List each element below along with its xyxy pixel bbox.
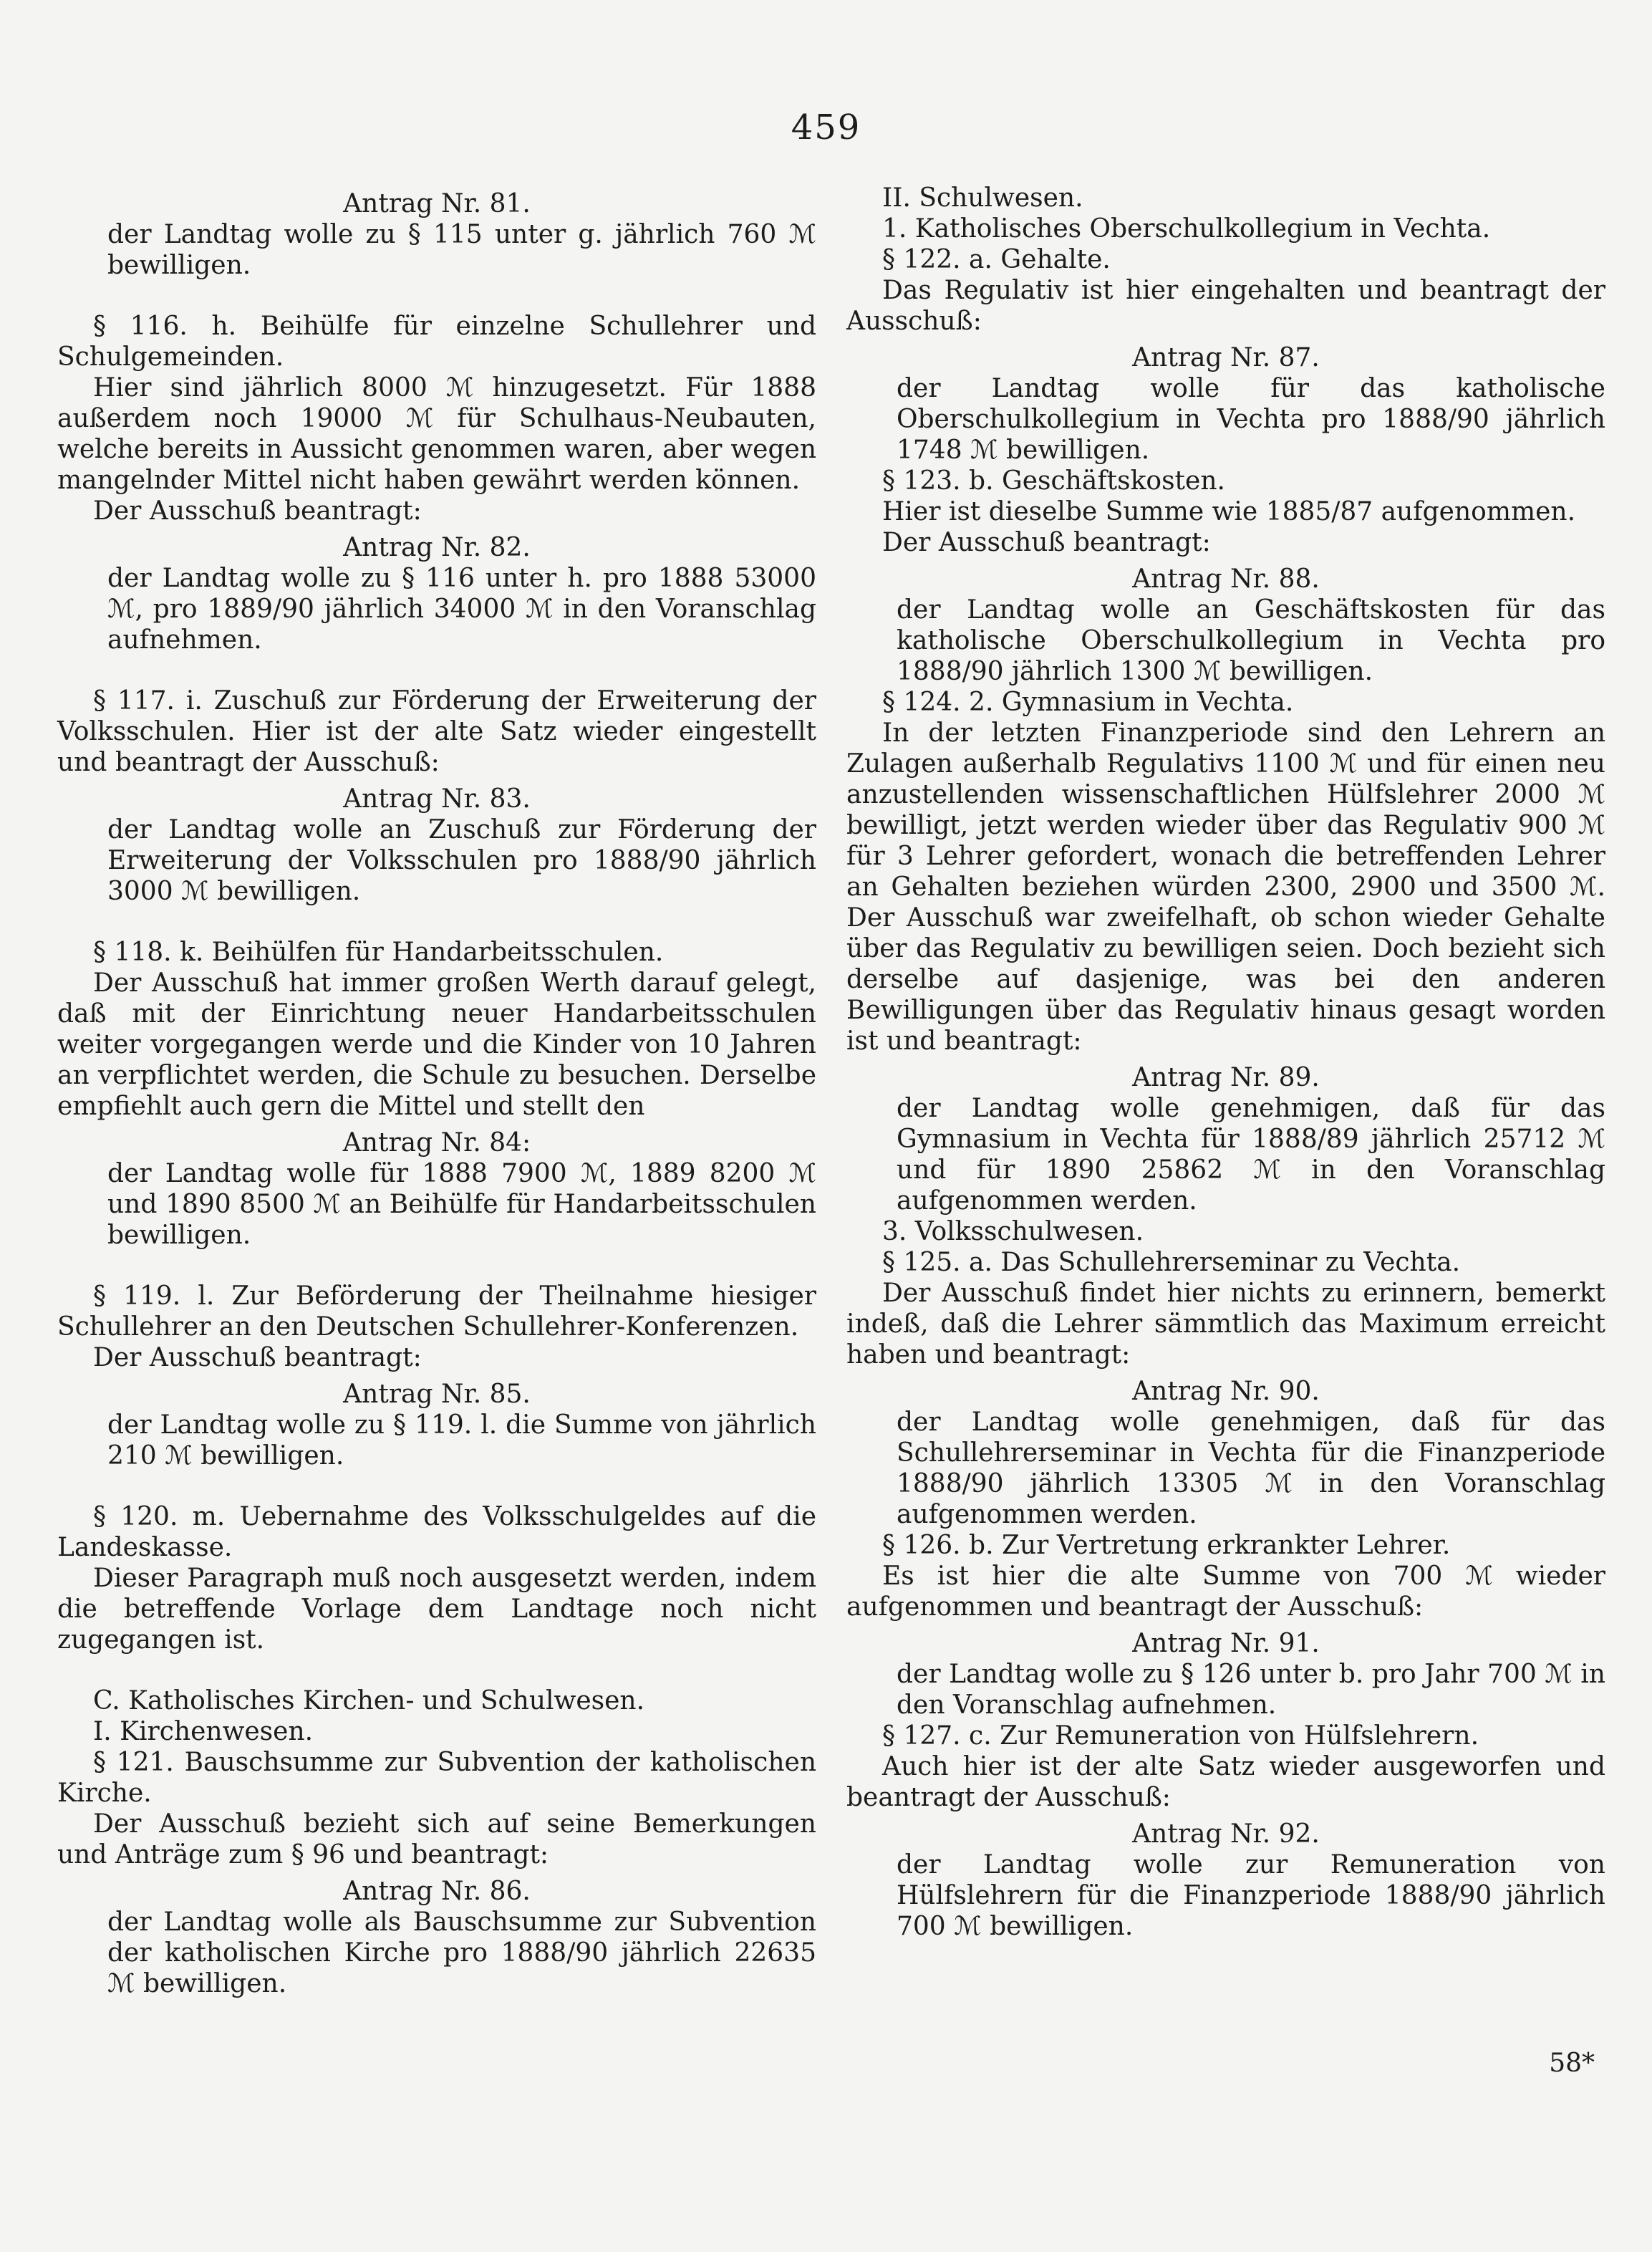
motion-title: Antrag Nr. 86. (343, 1877, 531, 1906)
section-heading: § 120. m. Uebernahme des Volksschulgeldes auf die Landeskasse. (57, 1502, 816, 1562)
section-heading: § 116. h. Beihülfe für einzelne Schullehrer und Schulgemeinden. (57, 312, 816, 372)
paragraph: Das Regulativ ist hier eingehalten und beantragt der Ausschuß: (846, 276, 1605, 336)
motion-text: der Landtag wolle genehmigen, daß für das Gymnasium in Vechta für 1888/89 jährlich 25712 ℳ und für 1890 25862 ℳ in den Voranschlag aufgenommen werden. (897, 1094, 1605, 1216)
section-heading: § 124. 2. Gymnasium in Vechta. (882, 688, 1294, 717)
motion-text: der Landtag wolle an Geschäftskosten für das katholische Oberschulkollegium in Vechta pro 1888/90 jährlich 1300 ℳ bewilligen. (897, 595, 1605, 686)
paragraph: Auch hier ist der alte Satz wieder ausgeworfen und beantragt der Ausschuß: (846, 1752, 1605, 1812)
chapter-heading: C. Katholisches Kirchen- und Schulwesen. (93, 1686, 645, 1716)
paragraph: Dieser Paragraph muß noch ausgesetzt werden, indem die betreffende Vorlage dem Landtage noch nicht zugegangen ist. (57, 1564, 816, 1655)
motion-text: der Landtag wolle zu § 126 unter b. pro Jahr 700 ℳ in den Voranschlag aufnehmen. (897, 1660, 1605, 1720)
motion-text: der Landtag wolle für 1888 7900 ℳ, 1889 8200 ℳ und 1890 8500 ℳ an Beihülfe für Handarbeitsschulen bewilligen. (107, 1159, 816, 1250)
motion-text: der Landtag wolle zu § 115 unter g. jährlich 760 ℳ bewilligen. (107, 220, 816, 280)
motion-title: Antrag Nr. 82. (343, 533, 531, 562)
paragraph: Der Ausschuß beantragt: (93, 1343, 422, 1372)
motion-title: Antrag Nr. 88. (1132, 564, 1320, 594)
motion-title: Antrag Nr. 90. (1132, 1377, 1320, 1406)
motion-title: Antrag Nr. 91. (1132, 1629, 1320, 1658)
section-heading: § 122. a. Gehalte. (882, 245, 1111, 274)
left-column (57, 183, 816, 1999)
paragraph: Es ist hier die alte Summe von 700 ℳ wieder aufgenommen und beantragt der Ausschuß: (846, 1562, 1605, 1622)
paragraph: Der Ausschuß findet hier nichts zu erinnern, bemerkt indeß, daß die Lehrer sämmtlich das Maximum erreicht haben und beantragt: (846, 1279, 1605, 1370)
motion-title: Antrag Nr. 83. (343, 784, 531, 814)
section-heading: § 118. k. Beihülfen für Handarbeitsschulen. (93, 938, 664, 967)
motion-text: der Landtag wolle zu § 119. l. die Summe von jährlich 210 ℳ bewilligen. (107, 1410, 816, 1471)
motion-title: Antrag Nr. 92. (1132, 1819, 1320, 1849)
motion-title: Antrag Nr. 81. (343, 189, 531, 218)
subchapter-heading: I. Kirchenwesen. (93, 1717, 314, 1746)
paragraph: Der Ausschuß hat immer großen Werth darauf gelegt, daß mit der Einrichtung neuer Handarbeitsschulen weiter vorgegangen werde und die Kinder von 10 Jahren an verpflichtet werden, die Schule zu besuchen. Derselbe empfiehlt auch gern die Mittel und stellt den (57, 968, 816, 1121)
paragraph: Der Ausschuß beantragt: (882, 528, 1211, 557)
paragraph: Der Ausschuß bezieht sich auf seine Bemerkungen und Anträge zum § 96 und beantragt: (57, 1809, 816, 1870)
paragraph: Hier sind jährlich 8000 ℳ hinzugesetzt. Für 1888 außerdem noch 19000 ℳ für Schulhaus-Neubauten, welche bereits in Aussicht genommen waren, aber wegen mangelnder Mittel nicht haben gewährt werden können. (57, 373, 816, 495)
motion-text: der Landtag wolle zu § 116 unter h. pro 1888 53000 ℳ, pro 1889/90 jährlich 34000 ℳ in den Voranschlag aufnehmen. (107, 564, 816, 655)
paragraph: In der letzten Finanzperiode sind den Lehrern an Zulagen außerhalb Regulativs 1100 ℳ und für einen neu anzustellenden wissenschaftlichen Hülfslehrer 2000 ℳ bewilligt, jetzt werden wieder über das Regulativ 900 ℳ für 3 Lehrer gefordert, wonach die betreffenden Lehrer an Gehalten beziehen würden 2300, 2900 und 3500 ℳ. Der Ausschuß war zweifelhaft, ob schon wieder Gehalte über das Regulativ zu bewilligen seien. Doch bezieht sich derselbe auf dasjenige, was bei den anderen Bewilligungen über das Regulativ hinaus gesagt worden ist und beantragt: (846, 718, 1605, 1056)
subchapter-heading: II. Schulwesen. (882, 183, 1083, 213)
motion-text: der Landtag wolle zur Remuneration von Hülfslehrern für die Finanzperiode 1888/90 jährlich 700 ℳ bewilligen. (897, 1850, 1605, 1941)
subsection-heading: 3. Volksschulwesen. (882, 1217, 1144, 1246)
section-heading: § 125. a. Das Schullehrerseminar zu Vechta. (882, 1248, 1461, 1277)
section-heading: § 119. l. Zur Beförderung der Theilnahme hiesiger Schullehrer an den Deutschen Schullehrer-Konferenzen. (57, 1281, 816, 1342)
subsection-heading: 1. Katholisches Oberschulkollegium in Vechta. (882, 214, 1491, 244)
motion-text: der Landtag wolle für das katholische Oberschulkollegium in Vechta pro 1888/90 jährlich 1748 ℳ bewilligen. (897, 374, 1605, 465)
motion-title: Antrag Nr. 87. (1132, 343, 1320, 372)
page-number: 459 (791, 107, 861, 148)
motion-title: Antrag Nr. 84: (342, 1128, 531, 1158)
motion-text: der Landtag wolle an Zuschuß zur Förderung der Erweiterung der Volksschulen pro 1888/90 jährlich 3000 ℳ bewilligen. (107, 815, 816, 906)
motion-text: der Landtag wolle als Bauschsumme zur Subvention der katholischen Kirche pro 1888/90 jährlich 22635 ℳ bewilligen. (107, 1907, 816, 1998)
motion-text: der Landtag wolle genehmigen, daß für das Schullehrerseminar in Vechta für die Finanzperiode 1888/90 jährlich 13305 ℳ in den Voranschlag aufgenommen werden. (897, 1408, 1605, 1529)
sheet-signature: 58* (1549, 2049, 1595, 2078)
section-heading: § 127. c. Zur Remuneration von Hülfslehrern. (882, 1721, 1479, 1751)
section-heading: § 117. i. Zuschuß zur Förderung der Erweiterung der Volksschulen. Hier ist der alte Satz wieder eingestellt und beantragt der Ausschuß: (57, 686, 816, 777)
motion-title: Antrag Nr. 89. (1132, 1063, 1320, 1092)
section-heading: § 121. Bauschsumme zur Subvention der katholischen Kirche. (57, 1748, 816, 1808)
paragraph: Der Ausschuß beantragt: (93, 496, 422, 526)
paragraph: Hier ist dieselbe Summe wie 1885/87 aufgenommen. (882, 497, 1576, 526)
section-heading: § 123. b. Geschäftskosten. (882, 466, 1225, 496)
motion-title: Antrag Nr. 85. (343, 1380, 531, 1409)
right-column (846, 183, 1605, 1942)
section-heading: § 126. b. Zur Vertretung erkrankter Lehrer. (882, 1531, 1451, 1560)
